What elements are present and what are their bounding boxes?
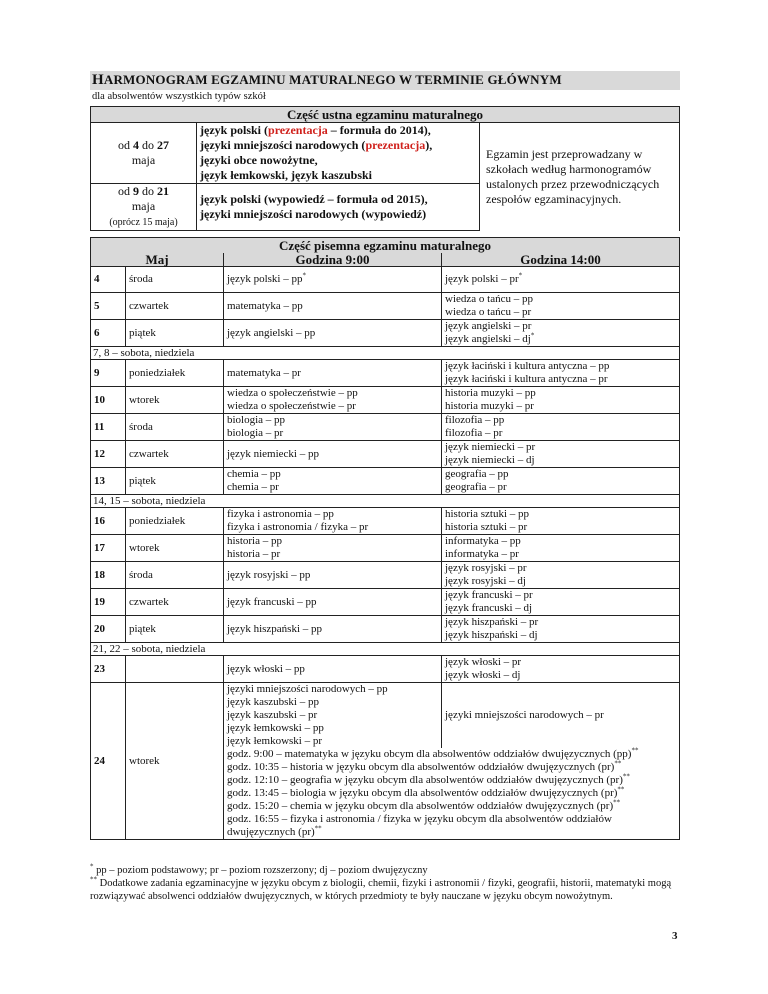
weekend-label: 7, 8 – sobota, niedziela — [91, 347, 680, 360]
bilingual-exams: godz. 9:00 – matematyka w języku obcym dla absolwentów oddziałów dwujęzycznych (pp)** godz. 10:35 – historia w języku obcym dla absolwentów oddziałów dwujęzycznych (pr)** godz. 12:10 – geografia w języku obcym dla absolwentów oddziałów dwujęzycznych (pr)** godz. 13:45 – biologia w języku obcym dla absolwentów oddziałów dwujęzycznych (pr)** godz. 15:20 – chemia w języku obcym dla absolwentów oddziałów dwujęzycznych (pr)** godz. 16:55 – fizyka i astronomia / fizyka w języku obcym dla absolwentów oddziałów dwujęzycznych (pr)** — [224, 748, 680, 840]
exam-2pm: język hiszpański – pr język hiszpański – dj — [442, 616, 680, 643]
exam-2pm: geografia – pp geografia – pr — [442, 468, 680, 495]
exam-2pm: historia muzyki – pp historia muzyki – pr — [442, 387, 680, 414]
weekend-row — [91, 347, 680, 360]
exam-day-row — [91, 468, 680, 495]
day-number: 9 — [91, 360, 126, 387]
day-number: 13 — [91, 468, 126, 495]
exam-2pm: język rosyjski – pr język rosyjski – dj — [442, 562, 680, 589]
oral-languages-2: język polski (wypowiedź – formuła od 2015), języki mniejszości narodowych (wypowiedź) — [197, 184, 480, 231]
exam-9am: język niemiecki – pp — [224, 441, 442, 468]
page-number: 3 — [672, 930, 678, 942]
exam-day-row — [91, 562, 680, 589]
weekday: poniedziałek — [126, 360, 224, 387]
footnotes — [90, 864, 680, 903]
document-page — [90, 71, 680, 840]
exam-2pm: wiedza o tańcu – pp wiedza o tańcu – pr — [442, 293, 680, 320]
weekday: wtorek — [126, 387, 224, 414]
exam-day-row — [91, 267, 680, 293]
exam-day-row — [91, 535, 680, 562]
exam-day-row — [91, 441, 680, 468]
weekend-label: 21, 22 – sobota, niedziela — [91, 643, 680, 656]
weekday: środa — [126, 414, 224, 441]
day-number: 17 — [91, 535, 126, 562]
exam-day-row — [91, 656, 680, 683]
weekday: środa — [126, 267, 224, 293]
weekday: środa — [126, 562, 224, 589]
weekday: piątek — [126, 468, 224, 495]
oral-dates-2: od 9 do 21 maja (oprócz 15 maja) — [91, 184, 197, 231]
weekend-label: 14, 15 – sobota, niedziela — [91, 495, 680, 508]
oral-dates-1: od 4 do 27 maja — [91, 123, 197, 184]
exam-2pm: informatyka – pp informatyka – pr — [442, 535, 680, 562]
day-number: 18 — [91, 562, 126, 589]
weekday: czwartek — [126, 589, 224, 616]
day-number: 16 — [91, 508, 126, 535]
exam-day-row — [91, 360, 680, 387]
oral-heading: Część ustna egzaminu maturalnego — [91, 107, 680, 123]
exam-2pm: język angielski – pr język angielski – dj* — [442, 320, 680, 347]
weekday: piątek — [126, 320, 224, 347]
exam-day-row — [91, 508, 680, 535]
exam-9am: matematyka – pr — [224, 360, 442, 387]
weekday: piątek — [126, 616, 224, 643]
exam-9am: język francuski – pp — [224, 589, 442, 616]
day-number: 20 — [91, 616, 126, 643]
day-number: 19 — [91, 589, 126, 616]
exam-9am: chemia – pp chemia – pr — [224, 468, 442, 495]
exam-9am: język włoski – pp — [224, 656, 442, 683]
day-number: 5 — [91, 293, 126, 320]
day-number: 4 — [91, 267, 126, 293]
exam-9am: wiedza o społeczeństwie – pp wiedza o społeczeństwie – pr — [224, 387, 442, 414]
written-exam-table — [90, 237, 680, 840]
weekend-row — [91, 495, 680, 508]
col-9am: Godzina 9:00 — [224, 253, 442, 267]
exam-9am: język polski – pp* — [224, 267, 442, 293]
weekday: wtorek — [126, 535, 224, 562]
exam-day-row — [91, 293, 680, 320]
weekday: poniedziałek — [126, 508, 224, 535]
col-month: Maj — [91, 253, 224, 267]
weekend-row — [91, 643, 680, 656]
exam-2pm: język niemiecki – pr język niemiecki – dj — [442, 441, 680, 468]
day-number: 10 — [91, 387, 126, 414]
oral-exam-table — [90, 106, 680, 231]
weekday: czwartek — [126, 293, 224, 320]
day-number: 12 — [91, 441, 126, 468]
exam-day-row — [91, 589, 680, 616]
exam-day-row — [91, 616, 680, 643]
oral-languages-1: język polski (prezentacja – formuła do 2014), języki mniejszości narodowych (prezentacja), języki obce nowożytne, język łemkowski, język kaszubski — [197, 123, 480, 184]
exam-9am: biologia – pp biologia – pr — [224, 414, 442, 441]
exam-9am: historia – pp historia – pr — [224, 535, 442, 562]
exam-day-row — [91, 414, 680, 441]
exam-9am: język rosyjski – pp — [224, 562, 442, 589]
exam-2pm: język łaciński i kultura antyczna – pp język łaciński i kultura antyczna – pr — [442, 360, 680, 387]
exam-day-row — [91, 683, 680, 749]
day-number: 11 — [91, 414, 126, 441]
footnote-1: * pp – poziom podstawowy; pr – poziom rozszerzony; dj – poziom dwujęzyczny — [90, 862, 428, 876]
day-number: 23 — [91, 656, 126, 683]
exam-day-row — [91, 320, 680, 347]
exam-2pm: język polski – pr* — [442, 267, 680, 293]
weekday: wtorek — [126, 683, 224, 840]
exam-2pm: historia sztuki – pp historia sztuki – pr — [442, 508, 680, 535]
written-heading: Część pisemna egzaminu maturalnego — [91, 238, 680, 254]
exam-2pm: filozofia – pp filozofia – pr — [442, 414, 680, 441]
footnote-2: ** Dodatkowe zadania egzaminacyjne w języku obcym z biologii, chemii, fizyki i astronomii / fizyki, geografii, historii, matematyki mogą rozwiązywać absolwenci oddziałów dwujęzycznych, w których przedmioty te były nauczane w języku obcym nowożytnym. — [90, 875, 672, 902]
exam-2pm: język włoski – pr język włoski – dj — [442, 656, 680, 683]
exam-9am: języki mniejszości narodowych – pp język kaszubski – pp język kaszubski – pr język łemkowski – pp język łemkowski – pr — [224, 683, 442, 749]
col-2pm: Godzina 14:00 — [442, 253, 680, 267]
oral-note: Egzamin jest przeprowadzany w szkołach według harmonogramów ustalonych przez przewodniczących zespołów egzaminacyjnych. — [480, 123, 680, 231]
exam-day-row — [91, 387, 680, 414]
exam-9am: język hiszpański – pp — [224, 616, 442, 643]
exam-9am: język angielski – pp — [224, 320, 442, 347]
weekday: czwartek — [126, 441, 224, 468]
exam-9am: matematyka – pp — [224, 293, 442, 320]
exam-2pm: języki mniejszości narodowych – pr — [442, 683, 680, 749]
day-number: 6 — [91, 320, 126, 347]
exam-2pm: język francuski – pr język francuski – dj — [442, 589, 680, 616]
weekday — [126, 656, 224, 683]
document-subtitle: dla absolwentów wszystkich typów szkół — [92, 91, 266, 102]
document-title: HARMONOGRAM EGZAMINU MATURALNEGO W TERMINIE GŁÓWNYM — [90, 71, 680, 90]
day-number: 24 — [91, 683, 126, 840]
exam-9am: fizyka i astronomia – pp fizyka i astronomia / fizyka – pr — [224, 508, 442, 535]
